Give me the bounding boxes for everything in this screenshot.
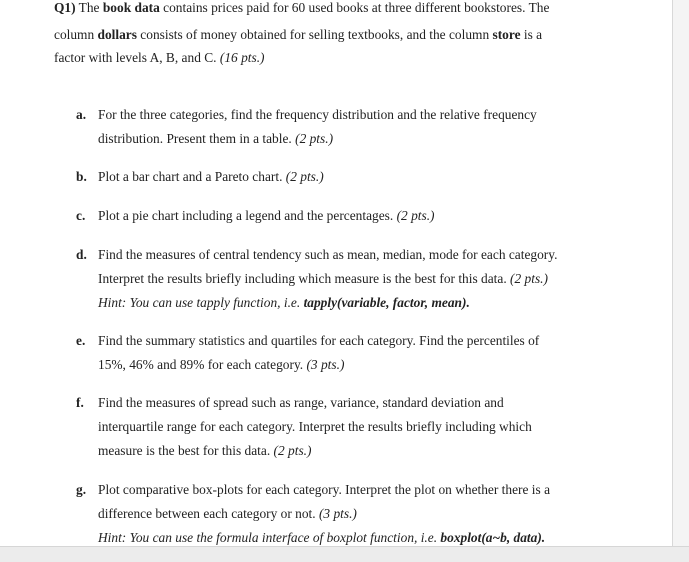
item-points: (3 pts.) bbox=[306, 357, 345, 372]
item-points: (2 pts.) bbox=[273, 443, 312, 458]
item-body: Find the summary statistics and quartiles for each category. Find the percentiles of 15%, 46% and 89% for each category. (3 pts.) bbox=[98, 333, 540, 372]
question-number: Q1) bbox=[54, 0, 76, 15]
item-letter: g. bbox=[76, 482, 87, 497]
hint-code: boxplot(a~b, data). bbox=[440, 530, 546, 545]
horizontal-scrollbar-track[interactable] bbox=[0, 546, 689, 562]
item-points: (2 pts.) bbox=[510, 271, 548, 286]
item-body: For the three categories, find the frequency distribution and the relative frequency distribution. Present them in a table. (2 pts.) bbox=[98, 107, 537, 146]
question-intro bbox=[54, 0, 654, 70]
item-points: (3 pts.) bbox=[318, 506, 357, 521]
item-points: (2 pts.) bbox=[285, 169, 324, 184]
item-points: (2 pts.) bbox=[295, 131, 334, 146]
intro-line-2: column dollars consists of money obtained for selling textbooks, and the column store is a bbox=[54, 27, 543, 42]
book-data-term: book data bbox=[102, 0, 160, 15]
vertical-scrollbar-track[interactable] bbox=[673, 0, 689, 546]
hint-line: Hint: You can use tapply function, i.e. tapply(variable, factor, mean). bbox=[98, 295, 470, 310]
item-letter: b. bbox=[76, 169, 87, 184]
question-points: (16 pts.) bbox=[219, 50, 265, 65]
item-letter: d. bbox=[76, 247, 87, 262]
intro-line-1: Q1) The book data contains prices paid for 60 used books at three different bookstores. The bbox=[54, 0, 550, 15]
item-body: Find the measures of spread such as range, variance, standard deviation and interquartile range for each category. Interpret the results briefly including which measure is the best for this data. (2 pts.) bbox=[98, 395, 532, 458]
item-body: Find the measures of central tendency such as mean, median, mode for each category. Interpret the results briefly including which measure is the best for this data. (2 pts.) Hint: You can use tapply function, i.e. tapply(variable, factor, mean). bbox=[98, 243, 668, 315]
item-letter: f. bbox=[76, 395, 84, 410]
item-body: Plot comparative box-plots for each category. Interpret the plot on whether there is a difference between each category or not. (3 pts.) Hint: You can use the formula interface of boxplot function, i.e. boxplot(a~b, data). bbox=[98, 478, 668, 550]
store-term: store bbox=[492, 27, 521, 42]
item-body: Plot a bar chart and a Pareto chart. (2 pts.) bbox=[98, 169, 324, 184]
hint-code: tapply(variable, factor, mean). bbox=[303, 295, 470, 310]
intro-line-3: factor with levels A, B, and C. (16 pts.) bbox=[54, 50, 265, 65]
dollars-term: dollars bbox=[97, 27, 137, 42]
item-body: Plot a pie chart including a legend and the percentages. (2 pts.) bbox=[98, 208, 435, 223]
item-points: (2 pts.) bbox=[396, 208, 435, 223]
item-letter: c. bbox=[76, 208, 86, 223]
hint-line: Hint: You can use the formula interface of boxplot function, i.e. boxplot(a~b, data). bbox=[98, 530, 546, 545]
item-letter: e. bbox=[76, 333, 86, 348]
item-letter: a. bbox=[76, 107, 87, 122]
